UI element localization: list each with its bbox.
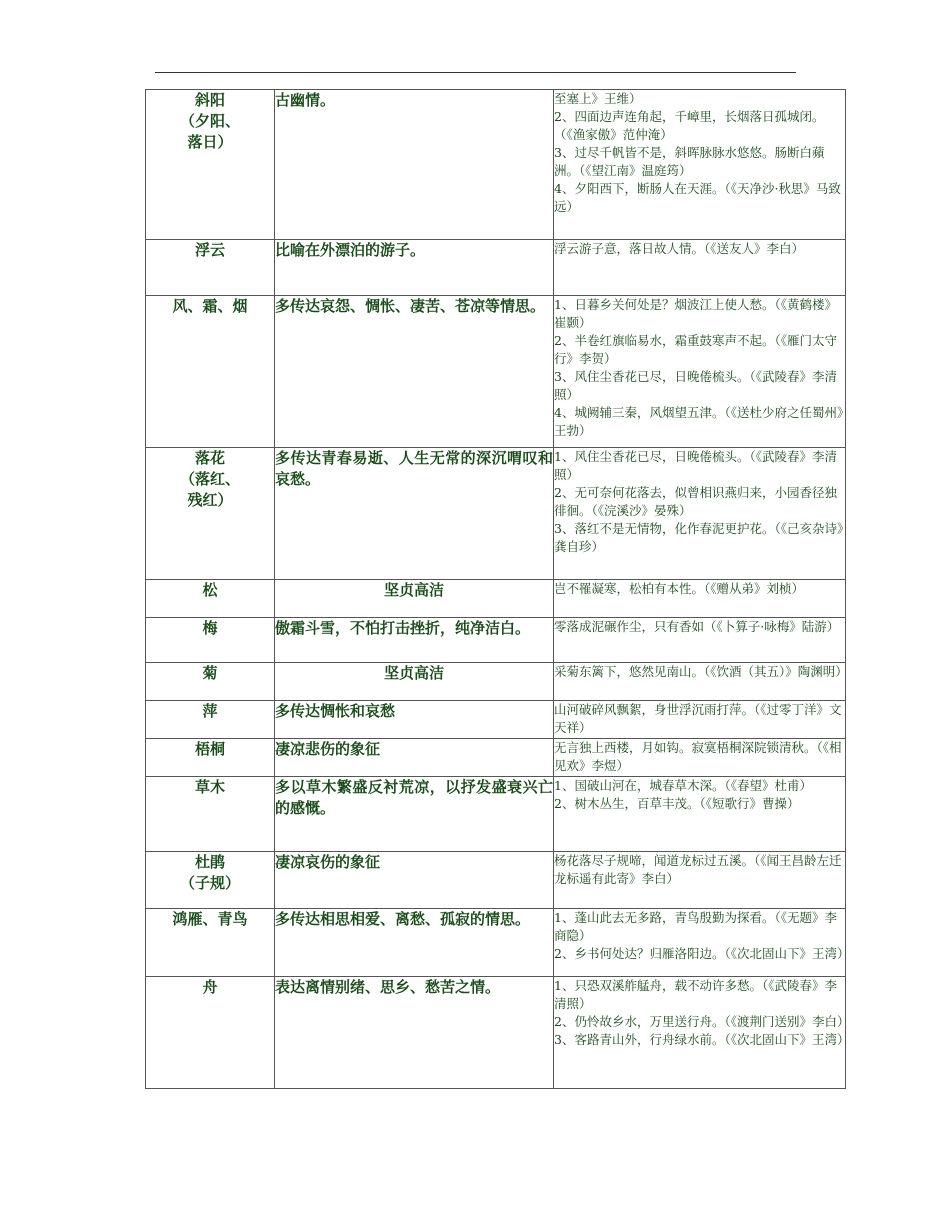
poem-examples-cell (554, 852, 846, 909)
imagery-meaning: 坚贞高洁 (275, 580, 554, 618)
poem-examples-cell (554, 777, 846, 852)
imagery-term: （落红、 (179, 470, 240, 488)
poem-example: 4、城阙辅三秦，风烟望五津。（《送杜少府之任蜀州》王勃） (554, 405, 844, 438)
table-row (146, 739, 846, 777)
poem-examples-cell (554, 977, 850, 1089)
table-row (146, 580, 846, 618)
poem-example: 2、乡书何处达？归雁洛阳边。（《次北固山下》王湾） (554, 946, 850, 961)
imagery-term-cell (146, 663, 275, 701)
table-row (146, 90, 846, 240)
imagery-meaning: 古幽情。 (275, 90, 554, 240)
poem-examples-cell (554, 90, 846, 240)
table-row (146, 663, 846, 701)
imagery-term-cell (146, 580, 275, 618)
poem-example: 2、半卷红旗临易水，霜重鼓寒声不起。（《雁门太守行》李贺） (554, 333, 837, 366)
imagery-term: 松 (202, 581, 218, 599)
imagery-term: 落花 (194, 449, 225, 467)
imagery-meaning: 多以草木繁盛反衬荒凉，以抒发盛衰兴亡的感慨。 (275, 777, 554, 852)
imagery-term-cell (146, 739, 275, 777)
poem-example: 浮云游子意，落日故人情。（《送友人》李白） (554, 241, 805, 256)
poem-example: 2、树木丛生，百草丰茂。（《短歌行》曹操） (554, 796, 800, 811)
imagery-meaning: 多传达相思相爱、离愁、孤寂的情思。 (275, 909, 554, 977)
poem-example: 1、蓬山此去无多路，青鸟殷勤为探看。（《无题》李商隐） (554, 910, 837, 943)
imagery-term: 浮云 (194, 241, 225, 259)
imagery-meaning: 傲霜斗雪，不怕打击挫折，纯净洁白。 (275, 618, 554, 663)
poem-examples-cell (554, 240, 846, 296)
poem-example: 杨花落尽子规啼，闻道龙标过五溪。（《闻王昌龄左迁龙标遥有此寄》李白） (554, 853, 842, 886)
poem-example: 采菊东篱下，悠然见南山。（《饮酒（其五）》陶渊明） (554, 664, 848, 679)
poem-example: 2、四面边声连角起，千嶂里，长烟落日孤城闭。（《渔家傲》范仲淹） (554, 109, 825, 142)
imagery-meaning: 凄凉悲伤的象征 (275, 739, 554, 777)
imagery-term-cell (146, 296, 275, 448)
imagery-term: 草木 (194, 778, 225, 796)
imagery-term-cell (146, 701, 275, 739)
poem-example: 3、过尽千帆皆不是，斜晖脉脉水悠悠。肠断白蘋洲。（《望江南》温庭筠） (554, 145, 825, 178)
poem-example: 4、夕阳西下，断肠人在天涯。（《天净沙·秋思》马致远） (554, 181, 841, 214)
header-rule (155, 72, 796, 73)
imagery-term-cell (146, 852, 275, 909)
poem-example: 3、客路青山外，行舟绿水前。（《次北固山下》王湾） (554, 1032, 850, 1047)
imagery-term: 舟 (202, 978, 218, 996)
poem-example: 3、落红不是无情物，化作春泥更护花。（《己亥杂诗》龚自珍） (554, 521, 844, 554)
table-row (146, 240, 846, 296)
poem-examples-cell (554, 909, 850, 977)
table-row (146, 448, 846, 580)
poem-examples-cell (554, 618, 846, 663)
poem-example: 零落成泥碾作尘，只有香如（《卜算子·咏梅》陆游） (554, 619, 840, 634)
table-row (146, 618, 846, 663)
imagery-term: 杜鹃 (194, 853, 225, 871)
imagery-term: 落日） (187, 133, 233, 151)
table-row (146, 977, 846, 1089)
imagery-term-cell (146, 977, 275, 1089)
imagery-meaning: 多传达哀怨、惆怅、凄苦、苍凉等情思。 (275, 296, 554, 448)
imagery-term-cell (146, 448, 275, 580)
imagery-term-cell (146, 240, 275, 296)
table-row (146, 296, 846, 448)
poem-examples-cell (554, 663, 846, 701)
imagery-term: 萍 (202, 702, 218, 720)
table-row (146, 852, 846, 909)
imagery-term: 残红） (187, 491, 233, 509)
table-row (146, 777, 846, 852)
imagery-term: 斜阳 (194, 91, 225, 109)
poem-example: 1、国破山河在，城春草木深。（《春望》杜甫） (554, 778, 812, 793)
imagery-term-cell (146, 618, 275, 663)
imagery-term: 风、霜、烟 (172, 297, 248, 315)
imagery-term: 梧桐 (194, 740, 225, 758)
poem-example: 岂不罹凝寒，松柏有本性。（《赠从弟》刘桢） (554, 581, 805, 596)
poem-example: 1、日暮乡关何处是？烟波江上使人愁。（《黄鹤楼》崔颢） (554, 297, 837, 330)
imagery-term: 鸿雁、青鸟 (172, 910, 248, 928)
imagery-term: 梅 (202, 619, 218, 637)
imagery-meaning: 多传达惆怅和哀愁 (275, 701, 554, 739)
imagery-meaning: 坚贞高洁 (275, 663, 554, 701)
imagery-term-cell (146, 909, 275, 977)
poem-example: 2、仍怜故乡水，万里送行舟。（《渡荆门送别》李白） (554, 1014, 850, 1029)
poem-examples-cell (554, 448, 846, 580)
imagery-meaning: 凄凉哀伤的象征 (275, 852, 554, 909)
imagery-term-cell (146, 90, 275, 240)
imagery-term-cell (146, 777, 275, 852)
poem-example: 山河破碎风飘絮，身世浮沉雨打萍。（《过零丁洋》文天祥） (554, 702, 842, 735)
poem-example: 至塞上》王维） (554, 91, 642, 106)
poem-examples-cell (554, 701, 846, 739)
table-body (146, 90, 850, 1089)
table-row (146, 909, 846, 977)
poem-example: 1、风住尘香花已尽，日晚倦梳头。（《武陵春》李清照） (554, 449, 837, 482)
imagery-meaning: 比喻在外漂泊的游子。 (275, 240, 554, 296)
poem-example: 2、无可奈何花落去，似曾相识燕归来，小园香径独徘徊。（《浣溪沙》晏殊） (554, 485, 837, 518)
poem-example: 1、只恐双溪舴艋舟，载不动许多愁。（《武陵春》李清照） (554, 978, 837, 1011)
table-row (146, 701, 846, 739)
poem-examples-cell (554, 296, 846, 448)
imagery-term: 菊 (202, 664, 218, 682)
poem-example: 无言独上西楼，月如钩。寂寞梧桐深院锁清秋。（《相见欢》李煜） (554, 740, 842, 773)
imagery-term: （夕阳、 (179, 112, 240, 130)
poem-examples-cell (554, 739, 846, 777)
poem-example: 3、风住尘香花已尽，日晚倦梳头。（《武陵春》李清照） (554, 369, 837, 402)
imagery-table (145, 89, 850, 1089)
imagery-term: （子规） (179, 874, 240, 892)
imagery-meaning: 多传达青春易逝、人生无常的深沉喟叹和哀愁。 (275, 448, 554, 580)
poem-examples-cell (554, 580, 846, 618)
imagery-meaning: 表达离情别绪、思乡、愁苦之情。 (275, 977, 554, 1089)
